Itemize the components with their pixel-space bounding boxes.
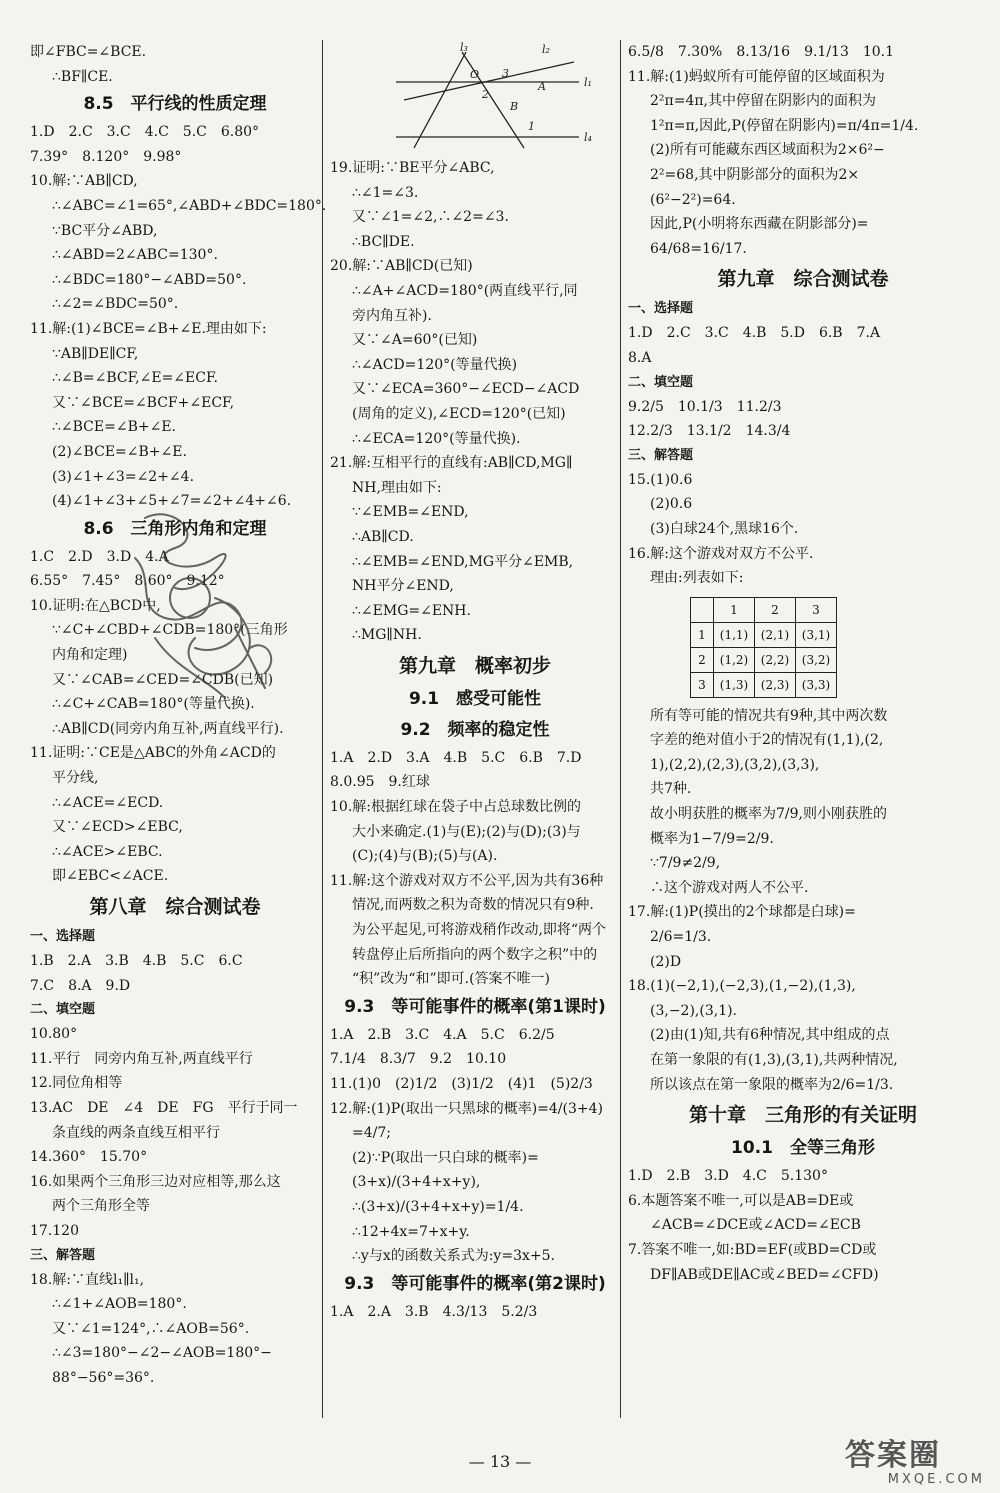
answer-line: ∴∠B=∠BCF,∠E=∠ECF. (52, 370, 218, 387)
answer-line: ∵∠C+∠CBD+∠CDB=180°(三角形 (52, 622, 288, 639)
answer-line: (2)所有可能藏东西区域面积为2×6²− (650, 142, 885, 159)
answer-line: ∴BC∥DE. (352, 233, 415, 250)
answer-line: 16.如果两个三角形三边对应相等,那么这 (30, 1173, 281, 1190)
section-title: 8.6 三角形内角和定理 (83, 518, 267, 539)
column-divider-right (620, 40, 621, 1418)
answer-line: 1.A 2.B 3.C 4.A 5.C 6.2/5 (330, 1026, 555, 1043)
chapter-title: 第八章 综合测试卷 (89, 896, 261, 918)
chapter-title: 第九章 综合测试卷 (717, 268, 889, 291)
pencil-scribble (115, 498, 285, 708)
answer-line: ∴∠ACD=120°(等量代换) (352, 356, 518, 373)
answer-line: 两个三角形全等 (52, 1198, 150, 1215)
answer-line: 88°−56°=36°. (52, 1369, 155, 1386)
answer-line: ∴∠2=∠BDC=50°. (52, 296, 179, 313)
answer-line: ∴∠ACE>∠EBC. (52, 843, 163, 860)
answer-line: (3)白球24个,黑球16个. (650, 520, 799, 537)
chapter-title: 第十章 三角形的有关证明 (688, 1104, 917, 1127)
answer-line: 即∠FBC=∠BCE. (30, 44, 147, 60)
answer-line: (2)D (650, 953, 682, 970)
answer-line: 概率为1−7/9=2/9. (650, 830, 774, 847)
answer-line: ∵BC平分∠ABD, (52, 222, 158, 239)
table-header-row (691, 597, 837, 622)
answer-line: ∴(3+x)/(3+4+x+y)=1/4. (352, 1198, 524, 1215)
answer-line: 2²=68,其中阴影部分的面积为2× (650, 166, 860, 183)
answer-line: (C);(4)与(B);(5)与(A). (352, 848, 498, 865)
column-divider-left (322, 40, 323, 1418)
answer-line: 8.0.95 9.红球 (330, 774, 430, 791)
table-cell: (2,3) (755, 672, 796, 697)
answer-line: ∴∠ACE=∠ECD. (52, 794, 164, 811)
answer-line: (2)∵P(取出一只白球的概率)= (352, 1149, 539, 1166)
watermark-url: MXQE.COM (887, 1472, 985, 1487)
answer-line: 又∵∠BCE=∠BCF+∠ECF, (52, 394, 235, 411)
answer-line: 8.A (628, 349, 652, 366)
label-2: 2 (482, 88, 489, 101)
answer-line: 12.解:(1)P(取出一只黑球的概率)=4/(3+4) (330, 1100, 603, 1117)
answer-line: ∴AB∥CD. (352, 528, 414, 545)
answer-line: ∴∠EMB=∠END,MG平分∠EMB, (352, 553, 574, 570)
answer-line: ∴∠A+∠ACD=180°(两直线平行,同 (352, 282, 578, 299)
answer-line: 11.(1)0 (2)1/2 (3)1/2 (4)1 (5)2/3 (330, 1076, 593, 1092)
section-title: 9.1 感受可能性 (408, 688, 542, 709)
answer-line: 2²π=4π,其中停留在阴影内的面积为 (650, 93, 877, 110)
answer-line: 18.解:∵直线l₁∥l₁, (30, 1271, 145, 1288)
answer-line: ∴∠1+∠AOB=180°. (52, 1296, 187, 1313)
site-watermark (845, 1440, 985, 1488)
answer-line: 2/6=1/3. (650, 929, 712, 946)
answer-line: ∵∠EMB=∠END, (352, 504, 469, 521)
answer-line: 大小来确定.(1)与(E);(2)与(D);(3)与 (352, 823, 581, 840)
table-cell (691, 597, 714, 622)
answer-column-2 (330, 40, 620, 1324)
answer-line: ∵AB∥DE∥CF, (52, 345, 139, 362)
section-title: 9.3 等可能事件的概率(第1课时) (344, 996, 606, 1017)
table-cell: (1,3) (714, 672, 755, 697)
label-l2: l₂ (542, 43, 550, 56)
question-type-heading: 二、填空题 (30, 1002, 96, 1018)
answer-line: 又∵∠ECD>∠EBC, (52, 819, 183, 836)
answer-line: 19.证明:∵BE平分∠ABC, (330, 160, 495, 176)
answer-line: 13.AC DE ∠4 DE FG 平行于同一 (30, 1099, 298, 1116)
question-type-heading: 三、解答题 (30, 1247, 96, 1263)
answer-line: 11.解:(1)∠BCE=∠B+∠E.理由如下: (30, 320, 267, 337)
answer-column-3 (628, 40, 978, 1287)
answer-line: ∴BF∥CE. (52, 68, 113, 85)
label-O: O (470, 68, 480, 81)
answer-line: ∴12+4x=7+x+y. (352, 1223, 470, 1240)
answer-line: 1.A 2.D 3.A 4.B 5.C 6.B 7.D (330, 749, 582, 766)
answer-line: 又∵∠1=124°,∴∠AOB=56°. (52, 1320, 250, 1337)
chapter-title: 第九章 概率初步 (398, 654, 551, 677)
table-cell: 1 (691, 622, 714, 647)
label-l4: l₄ (584, 131, 592, 144)
label-A: A (538, 80, 546, 93)
answer-line: 10.解:根据红球在袋子中占总球数比例的 (330, 799, 581, 816)
answer-line: 17.120 (30, 1222, 79, 1239)
answer-line: (2)0.6 (650, 496, 693, 513)
answer-line: 11.平行 同旁内角互补,两直线平行 (30, 1050, 253, 1067)
table-cell: (3,3) (796, 672, 837, 697)
answer-line: 11.解:这个游戏对双方不公平,因为共有36种 (330, 872, 604, 889)
answer-line: (6²−2²)=64. (650, 191, 736, 208)
answer-line: 11.证明:∵CE是△ABC的外角∠ACD的 (30, 745, 276, 762)
answer-line: (3,−2),(3,1). (650, 1002, 738, 1019)
answer-line: 6.本题答案不唯一,可以是AB=DE或 (628, 1192, 854, 1209)
answer-line: 7.C 8.A 9.D (30, 977, 131, 994)
answer-line: ∴AB∥CD(同旁内角互补,两直线平行). (52, 720, 284, 737)
answer-line: 条直线的两条直线互相平行 (52, 1124, 220, 1141)
answer-line: 7.39° 8.120° 9.98° (30, 148, 182, 165)
label-B: B (510, 100, 519, 113)
table-cell: 2 (755, 597, 796, 622)
answer-line: “积”改为“和”即可.(答案不唯一) (352, 971, 551, 988)
answer-line: 在第一象限的有(1,3),(3,1),共两种情况, (650, 1052, 898, 1068)
answer-line: 为公平起见,可将游戏稍作改动,即将“两个 (352, 922, 607, 939)
answer-line: 1.C 2.D 3.D 4.A (30, 548, 169, 565)
question-type-heading: 一、选择题 (30, 929, 96, 944)
question-type-heading: 三、解答题 (628, 447, 694, 463)
answer-line: NH平分∠END, (352, 578, 454, 595)
table-cell: (1,1) (714, 622, 755, 647)
answer-line: ∴∠EMG=∠ENH. (352, 602, 471, 619)
answer-line: 10.证明:在△BCD中, (30, 597, 161, 614)
answer-line: 11.解:(1)蚂蚁所有可能停留的区域面积为 (628, 68, 885, 85)
answer-line: (3+x)/(3+4+x+y), (352, 1174, 481, 1191)
answer-line: 共7种. (650, 781, 692, 798)
answer-line: 14.360° 15.70° (30, 1149, 148, 1166)
answer-line: 1.B 2.A 3.B 4.B 5.C 6.C (30, 953, 243, 969)
answer-line: 内角和定理) (52, 647, 128, 664)
answer-line: 10.80° (30, 1026, 78, 1043)
table-cell: (1,2) (714, 647, 755, 672)
table-cell: 1 (714, 597, 755, 622)
answer-line: 6.55° 7.45° 8.60° 9.12° (30, 573, 225, 590)
answer-line: 所有等可能的情况共有9种,其中两次数 (650, 707, 888, 724)
table-cell: 2 (691, 647, 714, 672)
table-cell: 3 (691, 672, 714, 697)
answer-line: ∴∠1=∠3. (352, 184, 419, 201)
answer-line: ∠ACB=∠DCE或∠ACD=∠ECB (650, 1217, 861, 1234)
answer-line: 情况,而两数之积为奇数的情况只有9种. (352, 897, 594, 914)
answer-line: 12.2/3 13.1/2 14.3/4 (628, 423, 791, 440)
answer-line: 理由:列表如下: (650, 570, 744, 587)
answer-line: 9.2/5 10.1/3 11.2/3 (628, 398, 782, 415)
answer-line: ∴y与x的函数关系式为:y=3x+5. (352, 1248, 555, 1265)
section-title: 8.5 平行线的性质定理 (83, 94, 267, 115)
answer-line: 1.D 2.B 3.D 4.C 5.130° (628, 1168, 828, 1185)
label-l1: l₁ (584, 76, 592, 89)
watermark-logo-text: 答案圈 (845, 1438, 941, 1473)
question-type-heading: 一、选择题 (628, 301, 694, 317)
answer-line: ∴∠BCE=∠B+∠E. (52, 419, 176, 436)
table-cell: 3 (796, 597, 837, 622)
answer-line: 旁内角互补). (352, 307, 432, 324)
table-cell: (3,1) (796, 622, 837, 647)
answer-line: ∴∠BDC=180°−∠ABD=50°. (52, 271, 247, 288)
answer-line: 又∵∠1=∠2,∴∠2=∠3. (352, 209, 509, 226)
section-title: 10.1 全等三角形 (731, 1138, 875, 1159)
table-cell: (3,2) (796, 647, 837, 672)
answer-line: 12.同位角相等 (30, 1075, 123, 1092)
answer-line: 1.A 2.A 3.B 4.3/13 5.2/3 (330, 1303, 538, 1320)
table-cell: (2,1) (755, 622, 796, 647)
answer-line: 1),(2,2),(2,3),(3,2),(3,3), (650, 756, 820, 773)
answer-line: (4)∠1+∠3+∠5+∠7=∠2+∠4+∠6. (52, 493, 292, 510)
table-cell: (2,2) (755, 647, 796, 672)
answer-line: 10.解:∵AB∥CD, (30, 173, 138, 190)
answer-line: ∴∠ECA=120°(等量代换). (352, 430, 521, 447)
answer-line: 所以该点在第一象限的概率为2/6=1/3. (650, 1076, 894, 1093)
answer-line: 18.(1)(−2,1),(−2,3),(1,−2),(1,3), (628, 978, 856, 995)
label-3: 3 (502, 67, 509, 80)
answer-line: 又∵∠ECA=360°−∠ECD−∠ACD (352, 381, 580, 398)
section-title: 9.2 频率的稳定性 (400, 719, 550, 740)
answer-line: ∴∠3=180°−∠2−∠AOB=180°− (52, 1345, 272, 1362)
question-type-heading: 二、填空题 (628, 374, 694, 390)
answer-line: 即∠EBC<∠ACE. (52, 868, 169, 885)
answer-line: 6.5/8 7.30% 8.13/16 9.1/13 10.1 (628, 44, 895, 60)
table-row (691, 672, 837, 697)
answer-line: 1.D 2.C 3.C 4.C 5.C 6.80° (30, 124, 260, 141)
answer-line: 又∵∠CAB=∠CED=∠CDB(已知) (52, 671, 274, 688)
answer-line: ∴这个游戏对两人不公平. (650, 879, 809, 896)
answer-line: 15.(1)0.6 (628, 471, 693, 488)
parallel-lines-figure (394, 40, 604, 152)
answer-line: ∵7/9≠2/9, (650, 855, 721, 872)
answer-line: (3)∠1+∠3=∠2+∠4. (52, 468, 195, 485)
answer-line: 又∵∠A=60°(已知) (352, 332, 478, 349)
answer-line: 1²π=π,因此,P(停留在阴影内)=π/4π=1/4. (650, 117, 919, 134)
label-l3: l₃ (460, 41, 468, 54)
answer-line: 17.解:(1)P(摸出的2个球都是白球)= (628, 904, 856, 921)
answer-line: 7.1/4 8.3/7 9.2 10.10 (330, 1051, 507, 1068)
table-row (691, 647, 837, 672)
answer-line: 16.解:这个游戏对双方不公平. (628, 545, 814, 562)
answer-line: 字差的绝对值小于2的情况有(1,1),(2, (650, 732, 884, 749)
answer-line: 转盘停止后所指向的两个数字之积”中的 (352, 946, 598, 963)
answer-line: 因此,P(小明将东西藏在阴影部分)= (650, 216, 869, 233)
answer-line: DF∥AB或DE∥AC或∠BED=∠CFD) (650, 1266, 879, 1283)
table-row (691, 622, 837, 647)
answer-line: 1.D 2.C 3.C 4.B 5.D 6.B 7.A (628, 325, 881, 342)
page-number: — 13 — (468, 1452, 532, 1471)
answer-line: 平分线, (52, 770, 99, 787)
answer-line: ∴∠C+∠CAB=180°(等量代换). (52, 696, 255, 713)
answer-line: ∴MG∥NH. (352, 627, 422, 644)
answer-line: (2)由(1)知,共有6种情况,其中组成的点 (650, 1027, 890, 1044)
answer-line: 故小明获胜的概率为7/9,则小刚获胜的 (650, 806, 887, 823)
label-1: 1 (528, 120, 535, 133)
answer-line: ∴∠ABD=2∠ABC=130°. (52, 247, 218, 264)
answer-column-1 (30, 40, 327, 1391)
section-title: 9.3 等可能事件的概率(第2课时) (344, 1273, 606, 1294)
answer-line: (周角的定义),∠ECD=120°(已知) (352, 405, 566, 422)
answer-line: 20.解:∵AB∥CD(已知) (330, 258, 473, 275)
answer-line: 7.答案不唯一,如:BD=EF(或BD=CD或 (628, 1241, 877, 1258)
outcome-table (690, 597, 837, 698)
answer-line: 64/68=16/17. (650, 240, 747, 257)
answer-line: 21.解:互相平行的直线有:AB∥CD,MG∥ (330, 455, 573, 472)
answer-line: =4/7; (352, 1125, 391, 1142)
answer-line: ∴∠ABC=∠1=65°,∠ABD+∠BDC=180°. (52, 197, 327, 214)
answer-line: NH,理由如下: (352, 479, 442, 496)
answer-line: (2)∠BCE=∠B+∠E. (52, 443, 187, 460)
